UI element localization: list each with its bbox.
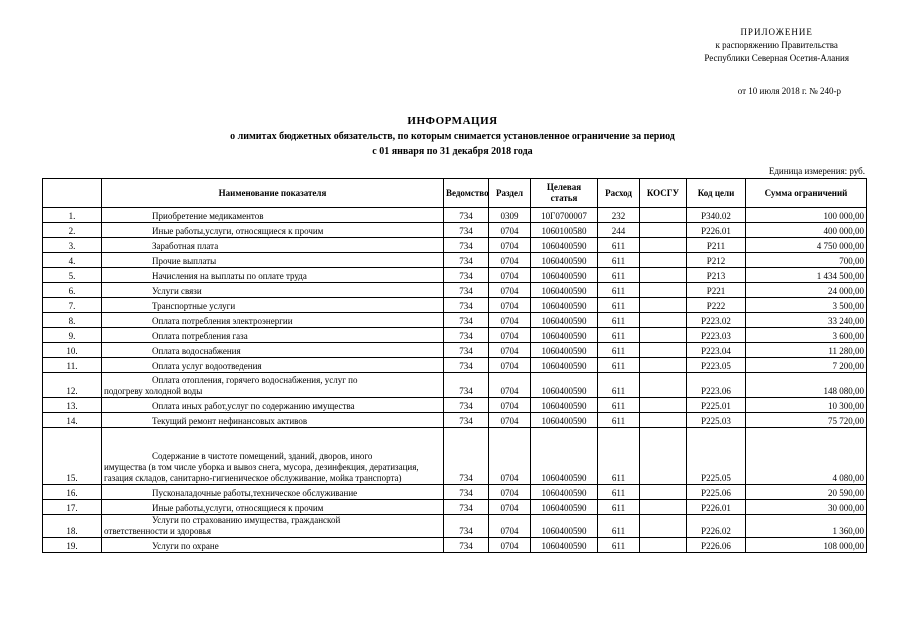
row-amount: 24 000,00 [746, 283, 867, 298]
row-expense: 611 [598, 373, 640, 398]
row-expense: 611 [598, 485, 640, 500]
appendix-line-2: Республики Северная Осетия-Алания [704, 53, 849, 63]
row-dept: 734 [444, 485, 489, 500]
table-row [43, 238, 867, 253]
row-expense: 232 [598, 208, 640, 223]
row-num: 1. [43, 208, 102, 223]
row-name [102, 283, 444, 298]
col-target-header: Целевая статья [531, 179, 598, 208]
col-section-header: Раздел [489, 179, 531, 208]
row-goal-code: Р225.03 [687, 413, 746, 428]
row-target: 1060400590 [531, 283, 598, 298]
title-line-2: с 01 января по 31 декабря 2018 года [372, 146, 533, 157]
row-name-text: Оплата услуг водоотведения [152, 361, 262, 371]
row-expense: 611 [598, 538, 640, 553]
row-target: 1060400590 [531, 358, 598, 373]
row-num: 2. [43, 223, 102, 238]
row-target: 1060400590 [531, 238, 598, 253]
row-dept: 734 [444, 283, 489, 298]
row-dept: 734 [444, 358, 489, 373]
row-name-first: Оплата отопления, горячего водоснабжения, услуг по [152, 375, 358, 385]
row-dept: 734 [444, 515, 489, 538]
col-num-header [43, 179, 102, 208]
col-dept-header: Ведомство [444, 179, 489, 208]
row-target: 1060400590 [531, 500, 598, 515]
row-dept: 734 [444, 500, 489, 515]
row-name-text: Текущий ремонт нефинансовых активов [152, 416, 308, 426]
row-target: 1060400590 [531, 428, 598, 485]
row-name-text: Пусконаладочные работы,техническое обслуживание [152, 488, 358, 498]
row-amount: 75 720,00 [746, 413, 867, 428]
row-name-text: Услуги связи [152, 286, 202, 296]
table-row [43, 328, 867, 343]
appendix-block [704, 26, 849, 65]
row-name [102, 343, 444, 358]
row-goal-code: Р225.01 [687, 398, 746, 413]
row-target: 1060400590 [531, 485, 598, 500]
row-name [102, 500, 444, 515]
row-name [102, 538, 444, 553]
row-dept: 734 [444, 223, 489, 238]
row-name-rest: подогреву холодной воды [104, 386, 203, 396]
row-expense: 611 [598, 358, 640, 373]
appendix-line-1: к распоряжению Правительства [715, 40, 838, 50]
table-row [43, 313, 867, 328]
row-amount: 1 434 500,00 [746, 268, 867, 283]
row-name-text: Услуги по охране [152, 541, 219, 551]
row-num: 16. [43, 485, 102, 500]
table-row [43, 428, 867, 485]
row-section: 0704 [489, 428, 531, 485]
row-expense: 611 [598, 238, 640, 253]
row-target: 1060400590 [531, 328, 598, 343]
row-expense: 611 [598, 413, 640, 428]
row-goal-code: Р225.05 [687, 428, 746, 485]
row-dept: 734 [444, 268, 489, 283]
row-amount: 100 000,00 [746, 208, 867, 223]
row-name-text: Иные работы,услуги, относящиеся к прочим [152, 503, 324, 513]
row-section: 0704 [489, 343, 531, 358]
table-row [43, 223, 867, 238]
row-num: 9. [43, 328, 102, 343]
row-kosgu [640, 538, 687, 553]
row-num: 8. [43, 313, 102, 328]
row-kosgu [640, 413, 687, 428]
row-target: 1060400590 [531, 268, 598, 283]
row-amount: 33 240,00 [746, 313, 867, 328]
row-amount: 3 500,00 [746, 298, 867, 313]
row-dept: 734 [444, 373, 489, 398]
table-header-row [43, 179, 867, 208]
limits-table [42, 178, 867, 553]
row-target: 1060400590 [531, 373, 598, 398]
table-row [43, 413, 867, 428]
title-heading: ИНФОРМАЦИЯ [407, 115, 498, 127]
row-section: 0704 [489, 238, 531, 253]
row-name-text: Начисления на выплаты по оплате труда [152, 271, 307, 281]
appendix-title: ПРИЛОЖЕНИЕ [740, 27, 813, 37]
table-row [43, 298, 867, 313]
row-num: 18. [43, 515, 102, 538]
table-row [43, 343, 867, 358]
row-section: 0704 [489, 283, 531, 298]
row-kosgu [640, 485, 687, 500]
table-row [43, 268, 867, 283]
row-expense: 611 [598, 515, 640, 538]
row-kosgu [640, 328, 687, 343]
row-section: 0704 [489, 328, 531, 343]
table-row [43, 500, 867, 515]
row-kosgu [640, 223, 687, 238]
document-title [0, 114, 905, 159]
row-kosgu [640, 343, 687, 358]
row-name-text: Приобретение медикаментов [152, 211, 264, 221]
row-name-text: Иные работы,услуги, относящиеся к прочим [152, 226, 324, 236]
row-kosgu [640, 515, 687, 538]
col-goal-header: Код цели [687, 179, 746, 208]
row-target: 1060400590 [531, 343, 598, 358]
row-name [102, 428, 444, 485]
row-num: 6. [43, 283, 102, 298]
row-dept: 734 [444, 298, 489, 313]
row-goal-code: Р340.02 [687, 208, 746, 223]
row-target: 1060400590 [531, 413, 598, 428]
row-section: 0704 [489, 268, 531, 283]
row-kosgu [640, 398, 687, 413]
row-num: 17. [43, 500, 102, 515]
row-section: 0704 [489, 298, 531, 313]
row-kosgu [640, 283, 687, 298]
row-goal-code: Р212 [687, 253, 746, 268]
row-section: 0704 [489, 313, 531, 328]
row-goal-code: Р223.04 [687, 343, 746, 358]
row-amount: 108 000,00 [746, 538, 867, 553]
row-expense: 244 [598, 223, 640, 238]
row-dept: 734 [444, 413, 489, 428]
row-amount: 148 080,00 [746, 373, 867, 398]
row-section: 0704 [489, 223, 531, 238]
row-expense: 611 [598, 428, 640, 485]
row-kosgu [640, 373, 687, 398]
col-expense-header: Расход [598, 179, 640, 208]
row-name [102, 253, 444, 268]
row-section: 0704 [489, 485, 531, 500]
row-section: 0704 [489, 515, 531, 538]
row-kosgu [640, 253, 687, 268]
row-dept: 734 [444, 208, 489, 223]
row-name [102, 328, 444, 343]
table-row [43, 253, 867, 268]
row-amount: 1 360,00 [746, 515, 867, 538]
row-goal-code: Р226.06 [687, 538, 746, 553]
table-row [43, 208, 867, 223]
row-goal-code: Р223.05 [687, 358, 746, 373]
row-target: 1060400590 [531, 313, 598, 328]
table-row [43, 515, 867, 538]
row-name-first: Услуги по страхованию имущества, гражданской [152, 515, 341, 525]
row-name [102, 413, 444, 428]
row-name [102, 398, 444, 413]
row-section: 0704 [489, 413, 531, 428]
row-goal-code: Р226.01 [687, 223, 746, 238]
row-name-text: Оплата потребления газа [152, 331, 248, 341]
table-row [43, 373, 867, 398]
row-amount: 30 000,00 [746, 500, 867, 515]
row-name [102, 373, 444, 398]
table-row [43, 398, 867, 413]
row-kosgu [640, 358, 687, 373]
row-name [102, 268, 444, 283]
row-goal-code: Р211 [687, 238, 746, 253]
order-reference: от 10 июля 2018 г. № 240-р [737, 86, 841, 96]
row-goal-code: Р222 [687, 298, 746, 313]
row-expense: 611 [598, 313, 640, 328]
row-goal-code: Р225.06 [687, 485, 746, 500]
row-goal-code: Р226.02 [687, 515, 746, 538]
row-num: 5. [43, 268, 102, 283]
row-target: 1060100580 [531, 223, 598, 238]
row-dept: 734 [444, 538, 489, 553]
row-name-text: Прочие выплаты [152, 256, 217, 266]
row-expense: 611 [598, 268, 640, 283]
row-goal-code: Р226.01 [687, 500, 746, 515]
row-expense: 611 [598, 298, 640, 313]
row-goal-code: Р223.02 [687, 313, 746, 328]
row-num: 11. [43, 358, 102, 373]
row-name [102, 298, 444, 313]
row-amount: 20 590,00 [746, 485, 867, 500]
row-name-text: Заработная плата [152, 241, 219, 251]
row-amount: 7 200,00 [746, 358, 867, 373]
row-expense: 611 [598, 328, 640, 343]
title-line-1: о лимитах бюджетных обязательств, по которым снимается установленное ограничение за период [230, 131, 675, 142]
row-name-rest: имущества (в том числе уборка и вывоз снега, мусора, дезинфекция, дератизация, газация складов, санитарно-гигиеническое обслуживание, мойка транспорта) [104, 462, 419, 483]
row-dept: 734 [444, 253, 489, 268]
col-amount-header: Сумма ограничений [746, 179, 867, 208]
row-num: 15. [43, 428, 102, 485]
row-name [102, 208, 444, 223]
table-row [43, 358, 867, 373]
row-num: 3. [43, 238, 102, 253]
row-amount: 11 280,00 [746, 343, 867, 358]
row-num: 13. [43, 398, 102, 413]
col-name-header: Наименование показателя [102, 179, 444, 208]
row-amount: 700,00 [746, 253, 867, 268]
row-amount: 4 750 000,00 [746, 238, 867, 253]
row-expense: 611 [598, 283, 640, 298]
row-section: 0704 [489, 538, 531, 553]
row-num: 10. [43, 343, 102, 358]
row-target: 10Г0700007 [531, 208, 598, 223]
row-goal-code: Р221 [687, 283, 746, 298]
row-expense: 611 [598, 253, 640, 268]
row-section: 0309 [489, 208, 531, 223]
row-num: 7. [43, 298, 102, 313]
row-kosgu [640, 208, 687, 223]
row-section: 0704 [489, 358, 531, 373]
row-name [102, 515, 444, 538]
row-target: 1060400590 [531, 298, 598, 313]
row-section: 0704 [489, 373, 531, 398]
row-goal-code: Р223.03 [687, 328, 746, 343]
row-goal-code: Р223.06 [687, 373, 746, 398]
row-kosgu [640, 238, 687, 253]
row-num: 19. [43, 538, 102, 553]
row-name [102, 485, 444, 500]
row-target: 1060400590 [531, 538, 598, 553]
row-dept: 734 [444, 328, 489, 343]
row-name-text: Оплата водоснабжения [152, 346, 241, 356]
row-num: 4. [43, 253, 102, 268]
row-name-text: Оплата потребления электроэнергии [152, 316, 293, 326]
row-amount: 3 600,00 [746, 328, 867, 343]
row-section: 0704 [489, 500, 531, 515]
row-kosgu [640, 313, 687, 328]
col-kosgu-header: КОСГУ [640, 179, 687, 208]
row-name-text: Оплата иных работ,услуг по содержанию имущества [152, 401, 355, 411]
row-name-first: Содержание в чистоте помещений, зданий, дворов, иного [152, 451, 373, 461]
row-kosgu [640, 428, 687, 485]
row-expense: 611 [598, 343, 640, 358]
row-num: 12. [43, 373, 102, 398]
row-dept: 734 [444, 428, 489, 485]
row-name-text: Транспортные услуги [152, 301, 236, 311]
row-kosgu [640, 500, 687, 515]
row-name [102, 238, 444, 253]
row-section: 0704 [489, 253, 531, 268]
row-expense: 611 [598, 398, 640, 413]
row-kosgu [640, 268, 687, 283]
row-name [102, 358, 444, 373]
table-row [43, 283, 867, 298]
row-goal-code: Р213 [687, 268, 746, 283]
row-target: 1060400590 [531, 515, 598, 538]
row-amount: 4 080,00 [746, 428, 867, 485]
row-kosgu [640, 298, 687, 313]
row-target: 1060400590 [531, 253, 598, 268]
row-dept: 734 [444, 343, 489, 358]
row-amount: 400 000,00 [746, 223, 867, 238]
row-dept: 734 [444, 398, 489, 413]
row-name-rest: ответственности и здоровья [104, 526, 212, 536]
table-row [43, 485, 867, 500]
row-dept: 734 [444, 313, 489, 328]
row-target: 1060400590 [531, 398, 598, 413]
row-dept: 734 [444, 238, 489, 253]
row-amount: 10 300,00 [746, 398, 867, 413]
table-row [43, 538, 867, 553]
row-name [102, 223, 444, 238]
row-num: 14. [43, 413, 102, 428]
row-expense: 611 [598, 500, 640, 515]
row-name [102, 313, 444, 328]
row-section: 0704 [489, 398, 531, 413]
unit-label: Единица измерения: руб. [768, 166, 865, 176]
